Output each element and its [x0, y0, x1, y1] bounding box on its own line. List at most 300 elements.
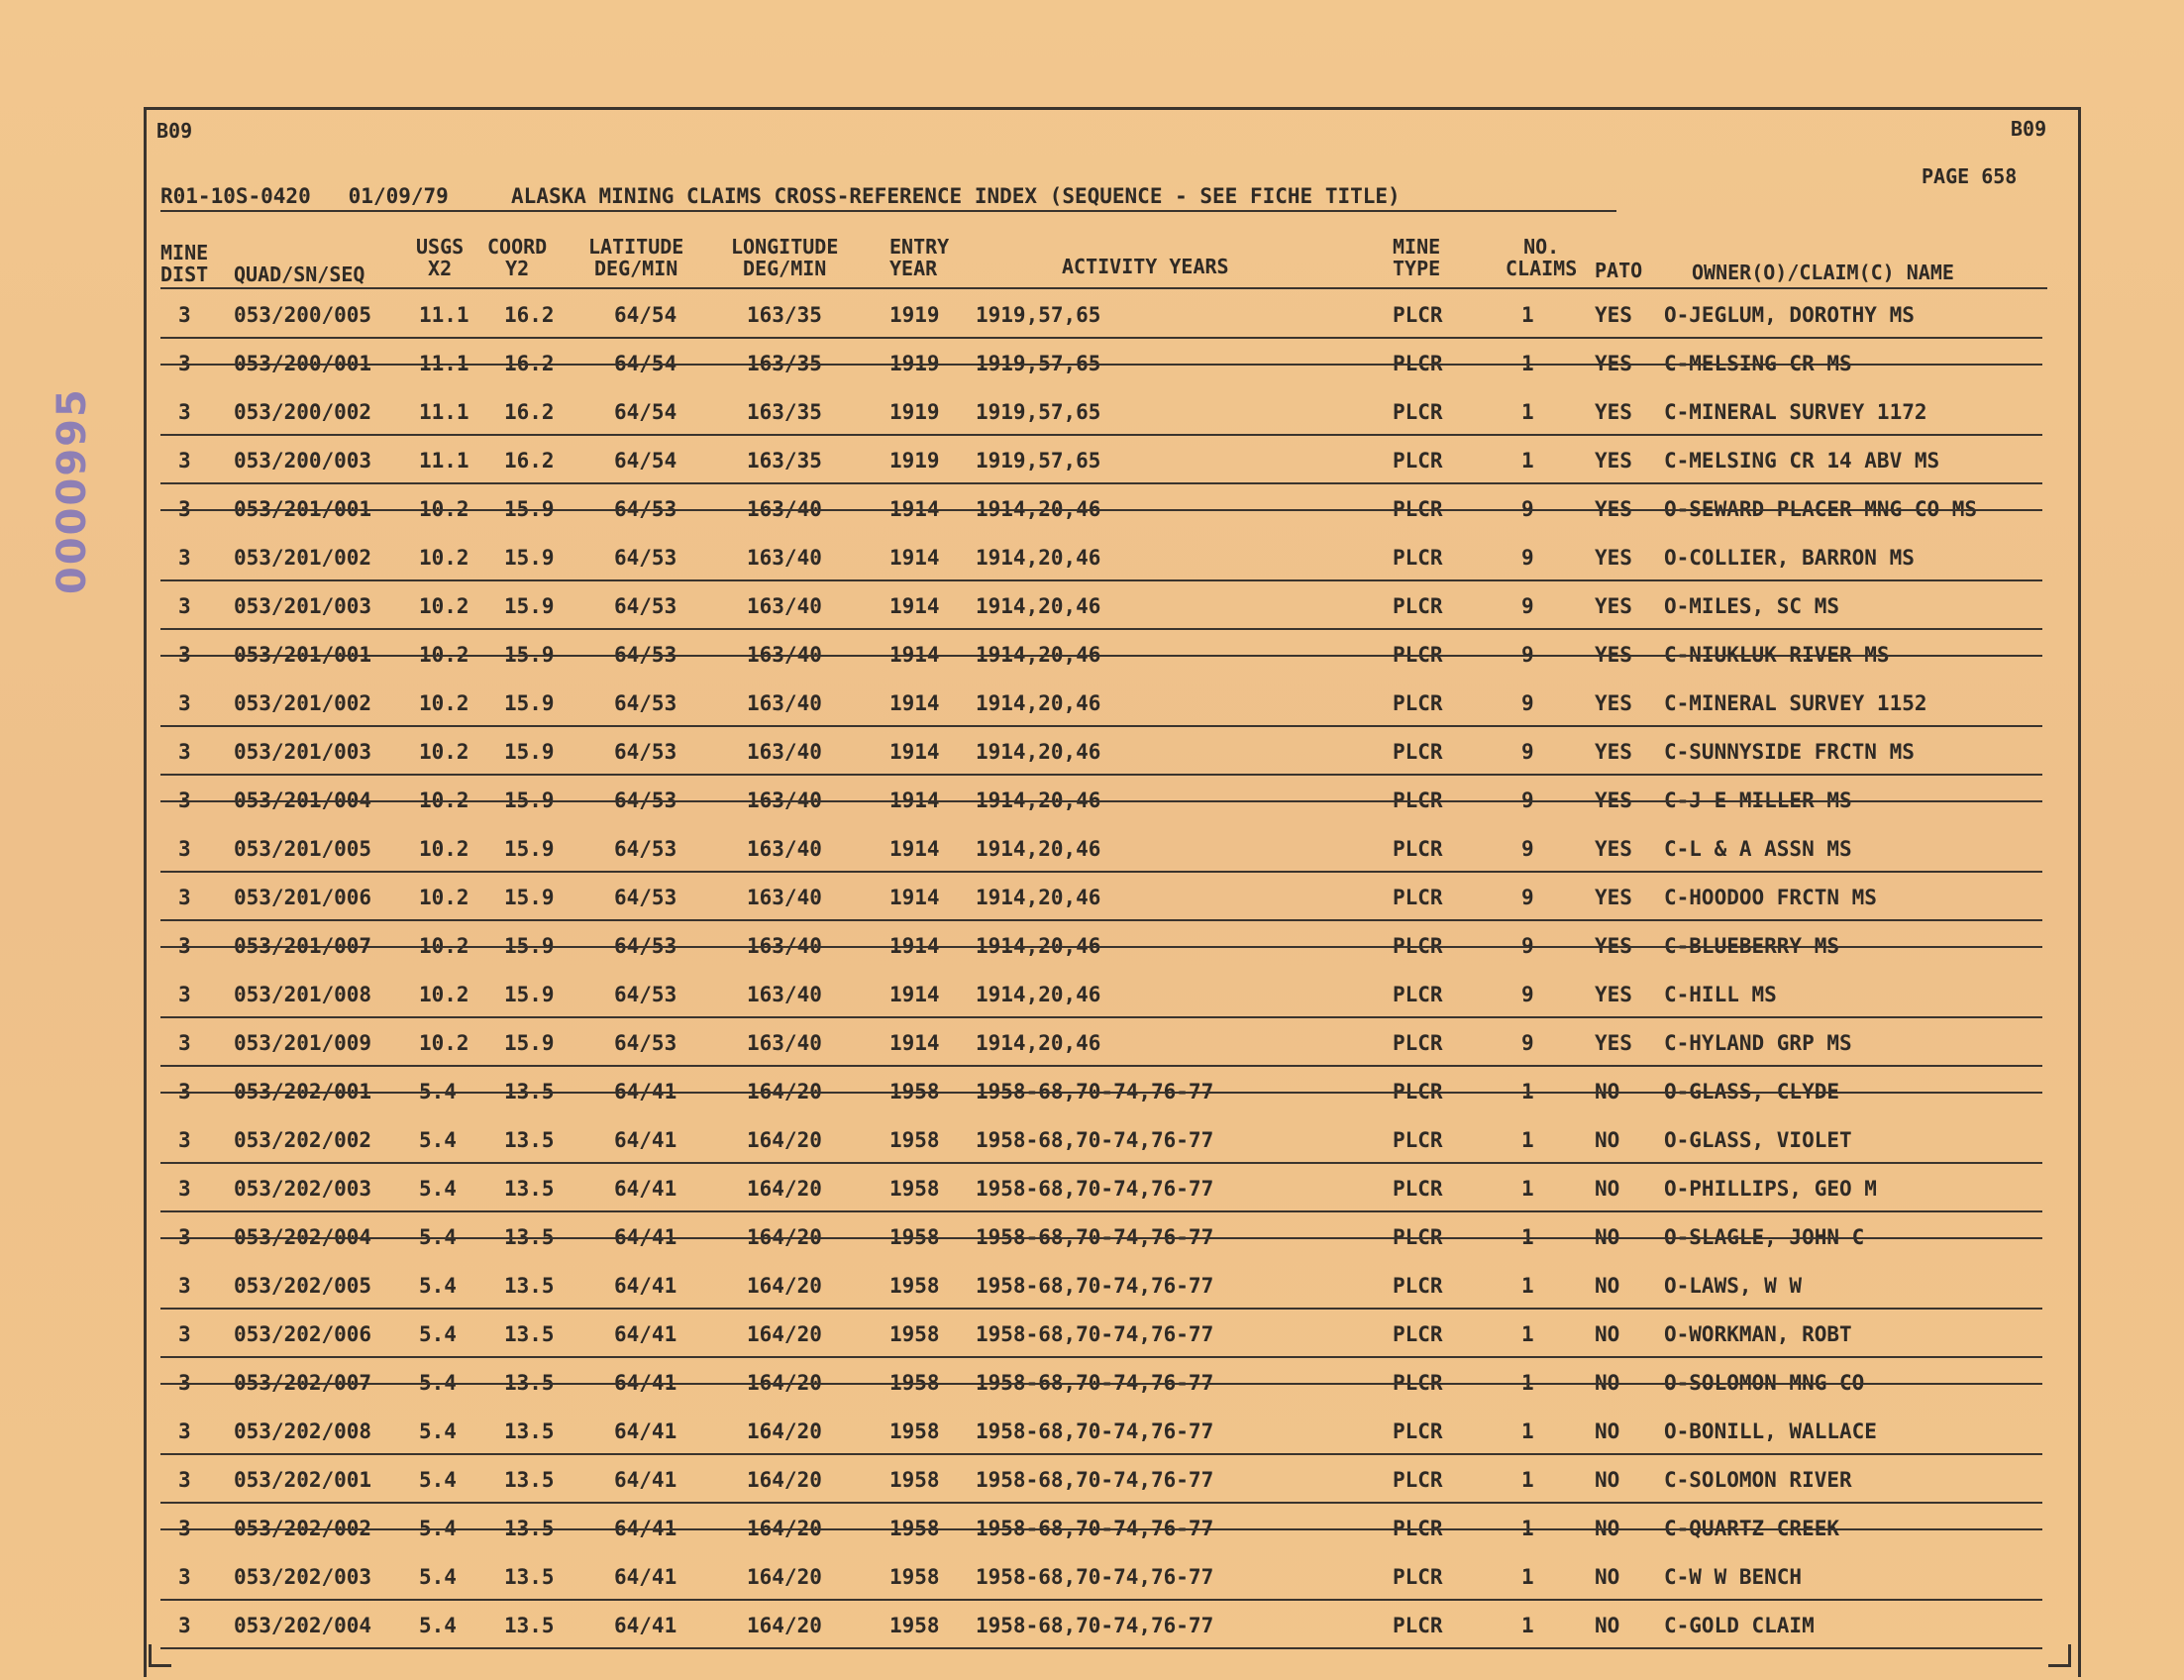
col-no-claims: NO. CLAIMS: [1506, 235, 1578, 280]
row-rule: [160, 774, 2042, 776]
cell-quad: 053/201/009: [234, 1031, 372, 1055]
cell-pato: YES: [1595, 934, 1632, 958]
cell-type: PLCR: [1393, 1517, 1443, 1540]
row-rule: [160, 946, 2042, 948]
cell-entry: 1914: [889, 788, 940, 812]
cell-entry: 1914: [889, 691, 940, 715]
col-pato: PATO: [1595, 259, 1643, 282]
cell-claims: 1: [1521, 1225, 1534, 1249]
cell-activity: 1958-68,70-74,76-77: [976, 1517, 1214, 1540]
cell-x2: 11.1: [419, 303, 469, 327]
cell-entry: 1958: [889, 1614, 940, 1637]
cell-lat: 64/53: [614, 886, 677, 909]
cell-type: PLCR: [1393, 691, 1443, 715]
cell-dist: 3: [178, 303, 191, 327]
row-rule: [160, 1383, 2042, 1385]
cell-claims: 1: [1521, 1128, 1534, 1152]
cell-pato: YES: [1595, 497, 1632, 521]
cell-quad: 053/202/004: [234, 1225, 372, 1249]
cell-dist: 3: [178, 788, 191, 812]
cell-owner: O-COLLIER, BARRON MS: [1664, 546, 1915, 570]
cell-entry: 1914: [889, 594, 940, 618]
cell-quad: 053/202/003: [234, 1177, 372, 1201]
cell-pato: YES: [1595, 352, 1632, 375]
cell-lon: 163/40: [747, 594, 822, 618]
cell-claims: 9: [1521, 837, 1534, 861]
cell-x2: 10.2: [419, 691, 469, 715]
cell-claims: 1: [1521, 1468, 1534, 1492]
cell-lon: 164/20: [747, 1322, 822, 1346]
cell-claims: 9: [1521, 983, 1534, 1006]
cell-dist: 3: [178, 497, 191, 521]
cell-claims: 9: [1521, 886, 1534, 909]
table-row: [0, 1555, 2184, 1604]
cell-activity: 1958-68,70-74,76-77: [976, 1371, 1214, 1395]
cell-lon: 164/20: [747, 1565, 822, 1589]
cell-lon: 163/40: [747, 691, 822, 715]
cell-lat: 64/41: [614, 1517, 677, 1540]
cell-quad: 053/202/002: [234, 1128, 372, 1152]
table-row: [0, 779, 2184, 827]
col-latitude: LATITUDE DEG/MIN: [588, 235, 684, 280]
cell-owner: O-WORKMAN, ROBT: [1664, 1322, 1852, 1346]
cell-type: PLCR: [1393, 934, 1443, 958]
cell-pato: YES: [1595, 400, 1632, 424]
cell-y2: 15.9: [504, 740, 555, 764]
cell-claims: 1: [1521, 1177, 1534, 1201]
cell-pato: YES: [1595, 691, 1632, 715]
cell-type: PLCR: [1393, 1177, 1443, 1201]
row-rule: [160, 628, 2042, 630]
cell-activity: 1958-68,70-74,76-77: [976, 1322, 1214, 1346]
cell-type: PLCR: [1393, 1274, 1443, 1298]
cell-pato: NO: [1595, 1177, 1620, 1201]
cell-owner: C-NIUKLUK RIVER MS: [1664, 643, 1890, 667]
cell-type: PLCR: [1393, 1080, 1443, 1103]
cell-claims: 9: [1521, 691, 1534, 715]
cell-dist: 3: [178, 594, 191, 618]
row-rule: [160, 919, 2042, 921]
cell-entry: 1958: [889, 1128, 940, 1152]
cell-y2: 13.5: [504, 1565, 555, 1589]
cell-y2: 16.2: [504, 303, 555, 327]
cell-owner: C-HYLAND GRP MS: [1664, 1031, 1852, 1055]
cell-quad: 053/202/001: [234, 1468, 372, 1492]
col-mine-dist: MINE DIST: [160, 241, 209, 286]
cell-owner: C-MINERAL SURVEY 1152: [1664, 691, 1927, 715]
cell-pato: YES: [1595, 740, 1632, 764]
cell-owner: C-MINERAL SURVEY 1172: [1664, 400, 1927, 424]
code-left: B09: [156, 119, 193, 143]
table-row: [0, 584, 2184, 633]
row-rule: [160, 1453, 2042, 1455]
cell-lat: 64/53: [614, 837, 677, 861]
cell-y2: 13.5: [504, 1419, 555, 1443]
row-rule: [160, 1308, 2042, 1310]
cell-activity: 1914,20,46: [976, 546, 1101, 570]
cell-type: PLCR: [1393, 886, 1443, 909]
cell-activity: 1914,20,46: [976, 691, 1101, 715]
table-row: [0, 827, 2184, 876]
cell-y2: 15.9: [504, 1031, 555, 1055]
cell-type: PLCR: [1393, 352, 1443, 375]
report-id: R01-10S-0420: [160, 184, 311, 208]
cell-claims: 1: [1521, 1517, 1534, 1540]
cell-y2: 15.9: [504, 934, 555, 958]
cell-quad: 053/202/007: [234, 1371, 372, 1395]
col-longitude: LONGITUDE DEG/MIN: [731, 235, 839, 280]
cell-lat: 64/41: [614, 1419, 677, 1443]
cell-lat: 64/53: [614, 594, 677, 618]
cell-dist: 3: [178, 934, 191, 958]
cell-y2: 15.9: [504, 983, 555, 1006]
cell-lon: 163/40: [747, 934, 822, 958]
cell-lon: 163/35: [747, 352, 822, 375]
cell-activity: 1914,20,46: [976, 837, 1101, 861]
cell-dist: 3: [178, 1031, 191, 1055]
cell-x2: 5.4: [419, 1128, 457, 1152]
cell-type: PLCR: [1393, 837, 1443, 861]
cell-pato: YES: [1595, 983, 1632, 1006]
table-row: [0, 1215, 2184, 1264]
cell-owner: C-BLUEBERRY MS: [1664, 934, 1840, 958]
cell-pato: NO: [1595, 1322, 1620, 1346]
cell-y2: 13.5: [504, 1274, 555, 1298]
cell-y2: 15.9: [504, 886, 555, 909]
cell-quad: 053/201/001: [234, 497, 372, 521]
cell-y2: 15.9: [504, 497, 555, 521]
table-row: [0, 682, 2184, 730]
cell-type: PLCR: [1393, 546, 1443, 570]
cell-entry: 1914: [889, 497, 940, 521]
cell-lon: 163/40: [747, 497, 822, 521]
row-rule: [160, 871, 2042, 873]
table-row: [0, 1118, 2184, 1167]
table-row: [0, 1458, 2184, 1507]
cell-y2: 13.5: [504, 1517, 555, 1540]
cell-claims: 1: [1521, 303, 1534, 327]
cell-y2: 15.9: [504, 837, 555, 861]
cell-pato: NO: [1595, 1274, 1620, 1298]
cell-activity: 1958-68,70-74,76-77: [976, 1177, 1214, 1201]
cell-dist: 3: [178, 643, 191, 667]
cell-claims: 9: [1521, 788, 1534, 812]
cell-lon: 164/20: [747, 1419, 822, 1443]
cell-lat: 64/41: [614, 1322, 677, 1346]
cell-type: PLCR: [1393, 740, 1443, 764]
cell-lat: 64/53: [614, 691, 677, 715]
cell-pato: NO: [1595, 1468, 1620, 1492]
cell-pato: NO: [1595, 1225, 1620, 1249]
table-row: [0, 1070, 2184, 1118]
table-row: [0, 1312, 2184, 1361]
cell-quad: 053/202/005: [234, 1274, 372, 1298]
cell-x2: 11.1: [419, 449, 469, 472]
cell-type: PLCR: [1393, 1371, 1443, 1395]
cell-pato: YES: [1595, 449, 1632, 472]
table-row: [0, 439, 2184, 487]
cell-x2: 10.2: [419, 983, 469, 1006]
table-row: [0, 1410, 2184, 1458]
cell-activity: 1958-68,70-74,76-77: [976, 1274, 1214, 1298]
row-rule: [160, 337, 2042, 339]
cell-lat: 64/41: [614, 1468, 677, 1492]
cell-type: PLCR: [1393, 983, 1443, 1006]
cell-lat: 64/41: [614, 1128, 677, 1152]
cell-lon: 164/20: [747, 1517, 822, 1540]
cell-x2: 5.4: [419, 1614, 457, 1637]
cell-owner: C-L & A ASSN MS: [1664, 837, 1852, 861]
cell-y2: 16.2: [504, 352, 555, 375]
cell-lon: 163/40: [747, 643, 822, 667]
cell-dist: 3: [178, 1274, 191, 1298]
report-date: 01/09/79: [348, 184, 449, 208]
cell-dist: 3: [178, 1565, 191, 1589]
cell-lon: 164/20: [747, 1274, 822, 1298]
cell-quad: 053/202/004: [234, 1614, 372, 1637]
cell-type: PLCR: [1393, 303, 1443, 327]
cell-x2: 10.2: [419, 497, 469, 521]
cell-x2: 10.2: [419, 643, 469, 667]
cell-x2: 10.2: [419, 837, 469, 861]
cell-activity: 1914,20,46: [976, 788, 1101, 812]
cell-quad: 053/200/001: [234, 352, 372, 375]
cell-x2: 5.4: [419, 1419, 457, 1443]
cell-type: PLCR: [1393, 1322, 1443, 1346]
cell-activity: 1914,20,46: [976, 886, 1101, 909]
cell-activity: 1958-68,70-74,76-77: [976, 1565, 1214, 1589]
cell-y2: 15.9: [504, 691, 555, 715]
cell-y2: 13.5: [504, 1128, 555, 1152]
cell-type: PLCR: [1393, 1419, 1443, 1443]
cell-y2: 15.9: [504, 643, 555, 667]
cell-activity: 1914,20,46: [976, 594, 1101, 618]
cell-lon: 164/20: [747, 1128, 822, 1152]
cell-y2: 15.9: [504, 594, 555, 618]
cell-entry: 1914: [889, 1031, 940, 1055]
cell-quad: 053/202/008: [234, 1419, 372, 1443]
row-rule: [160, 509, 2042, 511]
cell-x2: 10.2: [419, 546, 469, 570]
cell-claims: 1: [1521, 1419, 1534, 1443]
cell-activity: 1958-68,70-74,76-77: [976, 1419, 1214, 1443]
cell-claims: 1: [1521, 1080, 1534, 1103]
col-coord: COORD Y2: [487, 235, 548, 280]
cell-lat: 64/41: [614, 1274, 677, 1298]
cell-owner: O-SOLOMON MNG CO: [1664, 1371, 1865, 1395]
cell-x2: 10.2: [419, 740, 469, 764]
cell-entry: 1958: [889, 1177, 940, 1201]
page-number: PAGE 658: [1922, 164, 2018, 188]
table-row: [0, 1361, 2184, 1410]
row-rule: [160, 1502, 2042, 1504]
cell-lon: 163/40: [747, 1031, 822, 1055]
cell-x2: 10.2: [419, 594, 469, 618]
cell-lat: 64/53: [614, 643, 677, 667]
cell-owner: O-GLASS, VIOLET: [1664, 1128, 1852, 1152]
cell-owner: O-MILES, SC MS: [1664, 594, 1840, 618]
cell-lat: 64/41: [614, 1080, 677, 1103]
cell-owner: C-SOLOMON RIVER: [1664, 1468, 1852, 1492]
cell-lon: 163/35: [747, 400, 822, 424]
cell-claims: 9: [1521, 594, 1534, 618]
cell-x2: 5.4: [419, 1517, 457, 1540]
cell-pato: YES: [1595, 837, 1632, 861]
cell-lon: 163/35: [747, 449, 822, 472]
cell-x2: 5.4: [419, 1371, 457, 1395]
table-row: [0, 1021, 2184, 1070]
cell-quad: 053/200/003: [234, 449, 372, 472]
cell-entry: 1914: [889, 983, 940, 1006]
row-rule: [160, 1599, 2042, 1601]
cell-entry: 1914: [889, 740, 940, 764]
cell-entry: 1958: [889, 1419, 940, 1443]
cell-y2: 15.9: [504, 546, 555, 570]
cell-activity: 1914,20,46: [976, 643, 1101, 667]
row-rule: [160, 1162, 2042, 1164]
cell-dist: 3: [178, 691, 191, 715]
cell-entry: 1914: [889, 837, 940, 861]
cell-activity: 1958-68,70-74,76-77: [976, 1128, 1214, 1152]
cell-entry: 1958: [889, 1371, 940, 1395]
cell-claims: 1: [1521, 1371, 1534, 1395]
cell-lat: 64/53: [614, 740, 677, 764]
cell-type: PLCR: [1393, 788, 1443, 812]
report-title: ALASKA MINING CLAIMS CROSS-REFERENCE INDEX (SEQUENCE - SEE FICHE TITLE): [511, 184, 1401, 208]
cell-x2: 5.4: [419, 1468, 457, 1492]
cell-entry: 1958: [889, 1225, 940, 1249]
cell-lon: 164/20: [747, 1371, 822, 1395]
cell-dist: 3: [178, 983, 191, 1006]
cell-dist: 3: [178, 886, 191, 909]
cell-y2: 13.5: [504, 1371, 555, 1395]
cell-lat: 64/53: [614, 934, 677, 958]
cell-claims: 9: [1521, 934, 1534, 958]
cell-lon: 164/20: [747, 1614, 822, 1637]
row-rule: [160, 800, 2042, 802]
cell-lat: 64/53: [614, 1031, 677, 1055]
cell-entry: 1914: [889, 546, 940, 570]
cell-quad: 053/201/006: [234, 886, 372, 909]
report-title-line: [160, 184, 1616, 212]
col-activity-years: ACTIVITY YEARS: [1062, 255, 1229, 278]
code-right: B09: [2011, 117, 2047, 141]
cell-lon: 163/40: [747, 886, 822, 909]
cell-activity: 1914,20,46: [976, 934, 1101, 958]
cell-quad: 053/201/003: [234, 594, 372, 618]
cell-entry: 1919: [889, 449, 940, 472]
cell-pato: YES: [1595, 546, 1632, 570]
cell-type: PLCR: [1393, 449, 1443, 472]
cell-dist: 3: [178, 1177, 191, 1201]
cell-activity: 1914,20,46: [976, 1031, 1101, 1055]
cell-y2: 16.2: [504, 400, 555, 424]
cell-y2: 13.5: [504, 1080, 555, 1103]
cell-type: PLCR: [1393, 1031, 1443, 1055]
cell-type: PLCR: [1393, 1614, 1443, 1637]
cell-owner: C-W W BENCH: [1664, 1565, 1803, 1589]
table-row: [0, 973, 2184, 1021]
cell-activity: 1919,57,65: [976, 303, 1101, 327]
row-rule: [160, 1356, 2042, 1358]
cell-owner: C-MELSING CR 14 ABV MS: [1664, 449, 1940, 472]
cell-lat: 64/53: [614, 546, 677, 570]
cell-lon: 164/20: [747, 1177, 822, 1201]
table-row: [0, 1167, 2184, 1215]
cell-pato: YES: [1595, 594, 1632, 618]
cell-dist: 3: [178, 1322, 191, 1346]
cell-entry: 1914: [889, 643, 940, 667]
cell-pato: NO: [1595, 1080, 1620, 1103]
table-row: [0, 1507, 2184, 1555]
cell-quad: 053/201/001: [234, 643, 372, 667]
cell-claims: 9: [1521, 1031, 1534, 1055]
cell-quad: 053/201/008: [234, 983, 372, 1006]
cell-x2: 5.4: [419, 1225, 457, 1249]
row-rule: [160, 1092, 2042, 1094]
row-rule: [160, 1647, 2042, 1649]
cell-activity: 1958-68,70-74,76-77: [976, 1468, 1214, 1492]
cell-quad: 053/200/005: [234, 303, 372, 327]
col-mine-type: MINE TYPE: [1393, 235, 1441, 280]
table-row: [0, 293, 2184, 342]
cell-entry: 1919: [889, 303, 940, 327]
row-rule: [160, 655, 2042, 657]
cell-lat: 64/41: [614, 1614, 677, 1637]
cell-quad: 053/201/004: [234, 788, 372, 812]
cell-x2: 5.4: [419, 1177, 457, 1201]
cell-lat: 64/53: [614, 983, 677, 1006]
cell-entry: 1958: [889, 1468, 940, 1492]
cell-activity: 1958-68,70-74,76-77: [976, 1614, 1214, 1637]
cell-owner: O-SLAGLE, JOHN C: [1664, 1225, 1865, 1249]
cell-x2: 10.2: [419, 934, 469, 958]
cell-owner: C-QUARTZ CREEK: [1664, 1517, 1840, 1540]
cell-quad: 053/202/003: [234, 1565, 372, 1589]
cell-x2: 5.4: [419, 1274, 457, 1298]
cell-owner: O-GLASS, CLYDE: [1664, 1080, 1840, 1103]
row-rule: [160, 1065, 2042, 1067]
col-entry-year: ENTRY YEAR: [889, 235, 950, 280]
cell-dist: 3: [178, 352, 191, 375]
cell-activity: 1958-68,70-74,76-77: [976, 1225, 1214, 1249]
cell-activity: 1919,57,65: [976, 449, 1101, 472]
cell-owner: O-SEWARD PLACER MNG CO MS: [1664, 497, 1978, 521]
cell-pato: YES: [1595, 643, 1632, 667]
cell-type: PLCR: [1393, 1225, 1443, 1249]
cell-owner: C-GOLD CLAIM: [1664, 1614, 1815, 1637]
cell-dist: 3: [178, 740, 191, 764]
cell-owner: C-J E MILLER MS: [1664, 788, 1852, 812]
cell-entry: 1958: [889, 1322, 940, 1346]
cell-dist: 3: [178, 837, 191, 861]
cell-entry: 1919: [889, 400, 940, 424]
cell-dist: 3: [178, 546, 191, 570]
cell-dist: 3: [178, 1225, 191, 1249]
cell-lon: 163/40: [747, 788, 822, 812]
row-rule: [160, 1237, 2042, 1239]
cell-owner: O-PHILLIPS, GEO M: [1664, 1177, 1877, 1201]
cell-pato: NO: [1595, 1419, 1620, 1443]
cell-quad: 053/202/001: [234, 1080, 372, 1103]
table-row: [0, 1604, 2184, 1652]
cell-pato: NO: [1595, 1517, 1620, 1540]
cell-activity: 1914,20,46: [976, 983, 1101, 1006]
cell-owner: O-BONILL, WALLACE: [1664, 1419, 1877, 1443]
cell-dist: 3: [178, 1614, 191, 1637]
cell-entry: 1958: [889, 1080, 940, 1103]
cell-type: PLCR: [1393, 1128, 1443, 1152]
